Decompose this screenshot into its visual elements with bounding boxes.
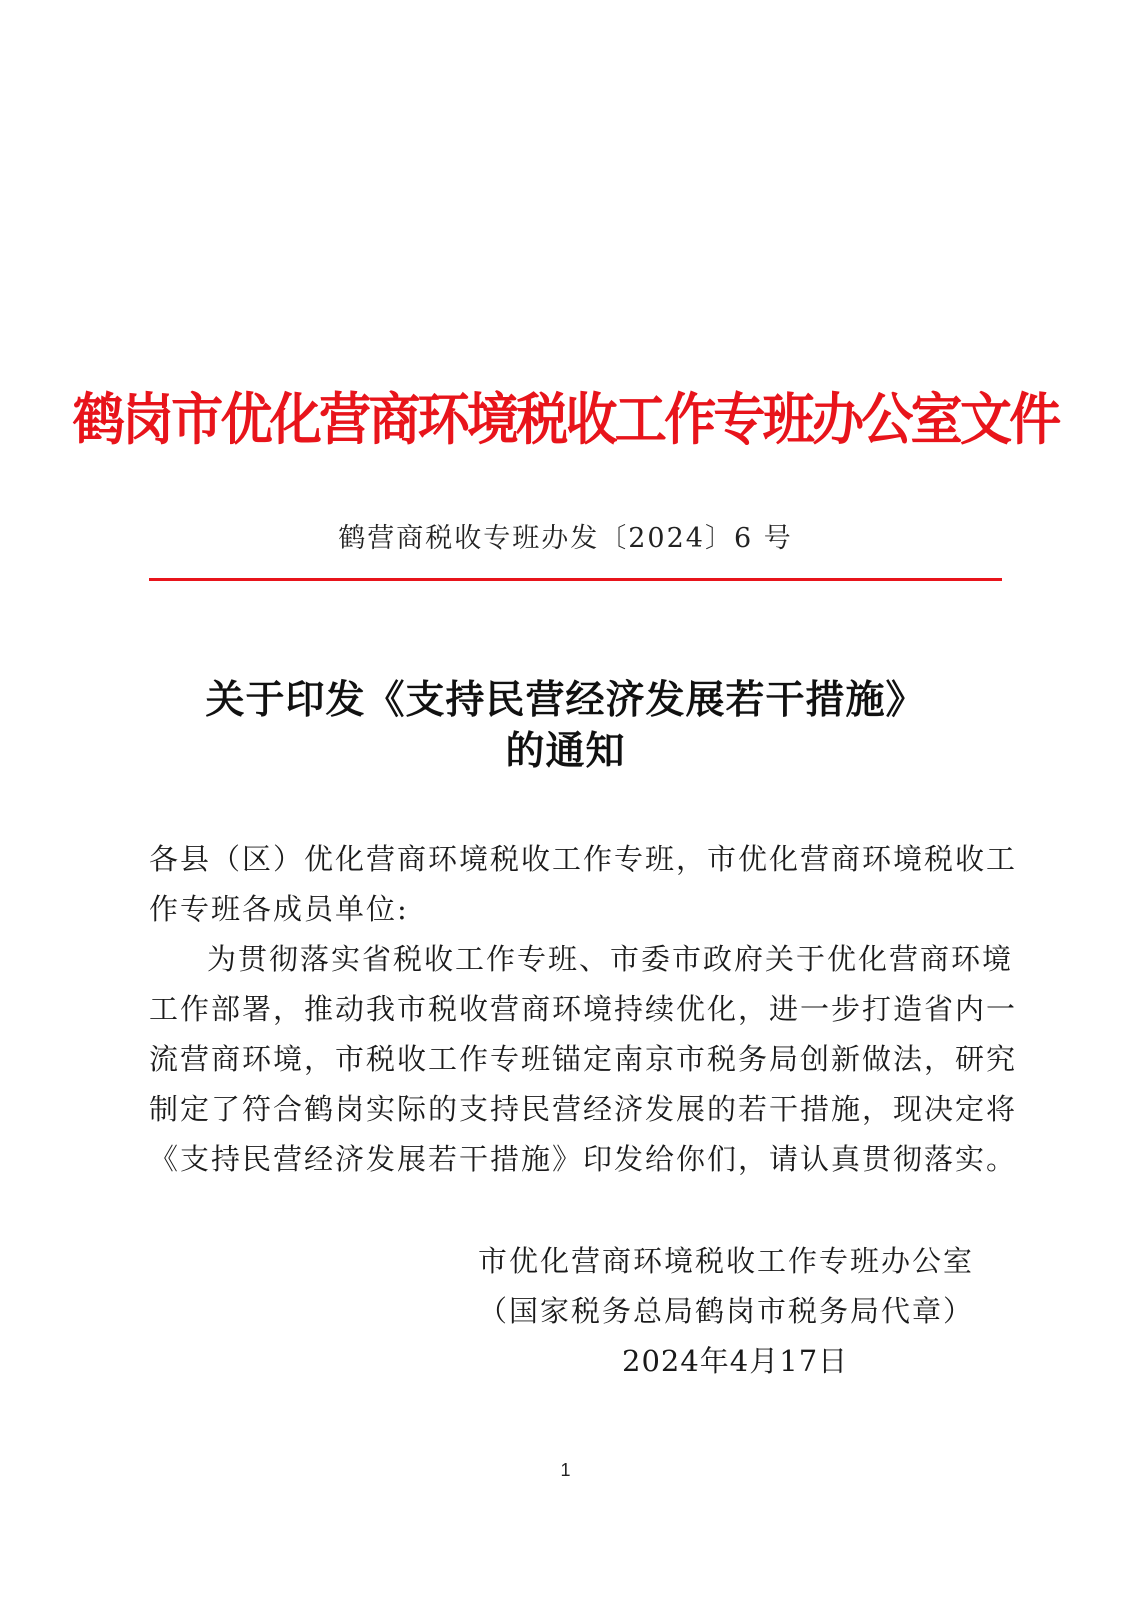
notice-title-line-2: 的通知 [505, 729, 626, 774]
notice-title-line-1: 关于印发《支持民营经济发展若干措施》 [205, 678, 926, 723]
signature-block [470, 1236, 975, 1386]
paragraph-line: 《支持民营经济发展若干措施》印发给你们，请认真贯彻落实。 [149, 1142, 1018, 1176]
issue-date: 2024年4月17日 [622, 1344, 849, 1378]
paragraph-line: 为贯彻落实省税收工作专班、市委市政府关于优化营商环境 [207, 942, 1014, 976]
salutation-line-2: 作专班各成员单位: [149, 892, 409, 926]
page-number: 1 [560, 1460, 571, 1480]
document-number: 鹤营商税收专班办发〔2024〕6 号 [338, 523, 793, 554]
issuing-organization: 市优化营商环境税收工作专班办公室 [478, 1244, 975, 1278]
paragraph-line: 制定了符合鹤岗实际的支持民营经济发展的若干措施，现决定将 [149, 1092, 1018, 1126]
red-header-title: 鹤岗市优化营商环境税收工作专班办公室文件 [72, 388, 1059, 453]
notice-body [149, 834, 1018, 1184]
salutation-line-1: 各县（区）优化营商环境税收工作专班，市优化营商环境税收工 [149, 842, 1018, 876]
red-divider-line [149, 578, 1002, 581]
seal-note: （国家税务总局鹤岗市税务局代章） [478, 1294, 975, 1328]
paragraph-line: 流营商环境，市税收工作专班锚定南京市税务局创新做法，研究 [149, 1042, 1018, 1076]
notice-title [0, 675, 1131, 777]
paragraph-line: 工作部署，推动我市税收营商环境持续优化，进一步打造省内一 [149, 992, 1018, 1026]
